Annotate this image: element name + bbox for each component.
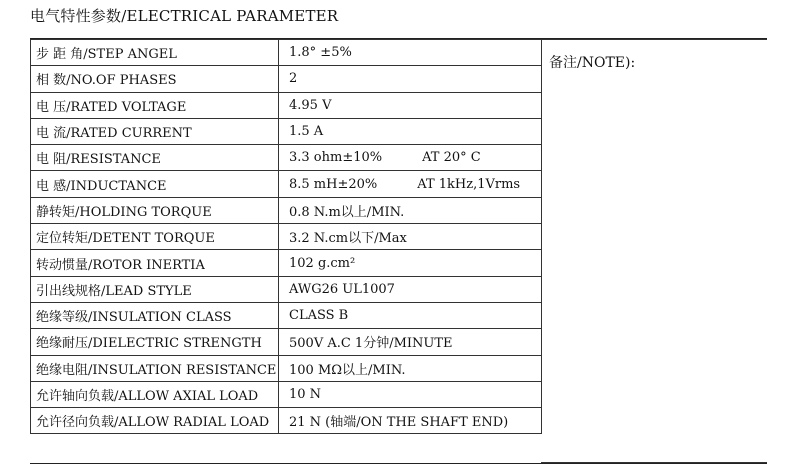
page-title: 电气特性参数/ELECTRICAL PARAMETER — [30, 7, 339, 25]
parameter-name: 相 数/NO.OF PHASES — [31, 66, 279, 92]
table-row — [31, 408, 542, 434]
parameter-value-cell — [279, 66, 542, 92]
table-row — [31, 250, 542, 276]
parameter-value: 102 g.cm² — [289, 255, 356, 271]
parameter-value-cell — [279, 40, 542, 66]
table-row — [31, 381, 542, 407]
parameter-value: 3.3 ohm±10% — [289, 150, 383, 166]
parameter-value-cell — [279, 171, 542, 197]
parameter-value-cell — [279, 145, 542, 171]
bottom-rule — [30, 463, 767, 464]
parameter-table — [30, 39, 542, 434]
parameter-name: 电 压/RATED VOLTAGE — [31, 92, 279, 118]
parameter-value-cell — [279, 381, 542, 407]
parameter-name: 允许轴向负载/ALLOW AXIAL LOAD — [31, 381, 279, 407]
parameter-value-cell — [279, 92, 542, 118]
parameter-value: 3.2 N.cm以下/Max — [289, 231, 407, 247]
parameter-value-cell — [279, 197, 542, 223]
note-label: 备注/NOTE): — [549, 55, 636, 71]
parameter-name: 允许径向负载/ALLOW RADIAL LOAD — [31, 408, 279, 434]
table-row — [31, 171, 542, 197]
parameter-name: 绝缘耐压/DIELECTRIC STRENGTH — [31, 329, 279, 355]
table-row — [31, 329, 542, 355]
parameter-value: 4.95 V — [289, 97, 332, 113]
parameter-name: 电 阻/RESISTANCE — [31, 145, 279, 171]
parameter-name: 静转矩/HOLDING TORQUE — [31, 197, 279, 223]
table-row — [31, 66, 542, 92]
parameter-value: 8.5 mH±20% — [289, 176, 378, 192]
parameter-value-cell — [279, 250, 542, 276]
parameter-value-cell — [279, 118, 542, 144]
parameter-name: 电 流/RATED CURRENT — [31, 118, 279, 144]
parameter-value-cell — [279, 302, 542, 328]
parameter-name: 步 距 角/STEP ANGEL — [31, 40, 279, 66]
table-row — [31, 276, 542, 302]
table-row — [31, 40, 542, 66]
parameter-condition: AT 1kHz,1Vrms — [417, 176, 521, 192]
parameter-value-cell — [279, 329, 542, 355]
parameter-name: 转动惯量/ROTOR INERTIA — [31, 250, 279, 276]
parameter-condition: AT 20° C — [422, 150, 481, 166]
table-row — [31, 145, 542, 171]
table-row — [31, 92, 542, 118]
note-panel — [541, 39, 767, 463]
parameter-name: 引出线规格/LEAD STYLE — [31, 276, 279, 302]
table-row — [31, 197, 542, 223]
parameter-name: 绝缘等级/INSULATION CLASS — [31, 302, 279, 328]
parameter-value-cell — [279, 408, 542, 434]
parameter-name: 绝缘电阻/INSULATION RESISTANCE — [31, 355, 279, 381]
parameter-value-cell — [279, 224, 542, 250]
table-row — [31, 302, 542, 328]
parameter-value-cell — [279, 276, 542, 302]
table-row — [31, 224, 542, 250]
parameter-value: 500V A.C 1分钟/MINUTE — [289, 336, 453, 352]
parameter-value: 100 MΩ以上/MIN. — [289, 362, 406, 378]
parameter-value: CLASS B — [289, 308, 349, 324]
parameter-value: AWG26 UL1007 — [289, 281, 395, 297]
parameter-name: 定位转矩/DETENT TORQUE — [31, 224, 279, 250]
table-row — [31, 118, 542, 144]
parameter-value: 0.8 N.m以上/MIN. — [289, 204, 405, 220]
parameter-value: 1.5 A — [289, 124, 324, 140]
table-row — [31, 355, 542, 381]
parameter-value: 10 N — [289, 387, 322, 402]
parameter-value-cell — [279, 355, 542, 381]
parameter-value: 1.8° ±5% — [289, 45, 352, 61]
parameter-value: 2 — [289, 71, 298, 87]
parameter-name: 电 感/INDUCTANCE — [31, 171, 279, 197]
parameter-table-body — [31, 40, 542, 434]
parameter-value: 21 N (轴端/ON THE SHAFT END) — [289, 415, 509, 431]
